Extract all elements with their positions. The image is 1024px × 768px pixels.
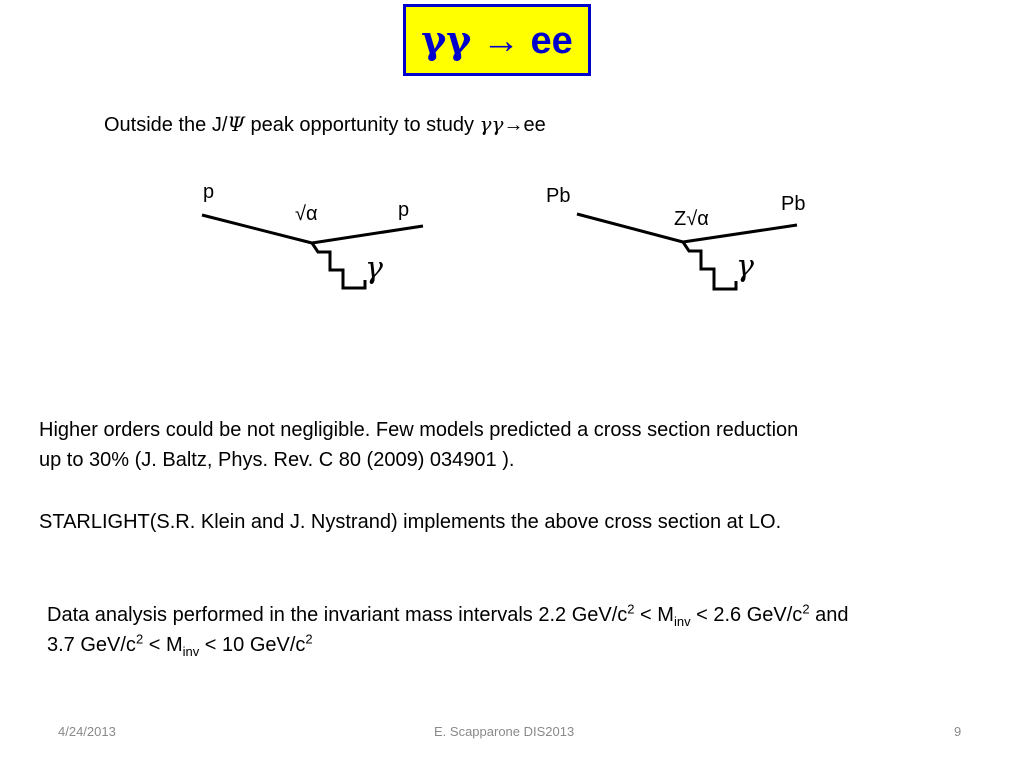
coupling-label: √α (295, 203, 318, 225)
text-segment: < M (143, 634, 183, 656)
label-incoming-pb: Pb (546, 185, 571, 207)
subtitle (104, 111, 546, 138)
subscript: inv (673, 614, 691, 629)
footer-page-number: 9 (954, 724, 962, 739)
paragraph-data-analysis (47, 600, 848, 660)
subtitle-gammas: γγ (479, 112, 504, 136)
text-segment: Data analysis performed in the invariant mass intervals 2.2 GeV/c (47, 604, 628, 626)
label-outgoing-p: p (398, 199, 410, 221)
text-segment: and (809, 604, 849, 626)
label-incoming-p: p (203, 181, 215, 203)
paragraph-line (47, 630, 848, 660)
footer-date: 4/24/2013 (58, 724, 116, 739)
paragraph-line: up to 30% (J. Baltz, Phys. Rev. C 80 (2009) 034901 ). (39, 449, 515, 471)
coupling-label: Z√α (674, 208, 709, 230)
superscript: 2 (802, 601, 810, 617)
subtitle-suffix: ee (523, 114, 546, 136)
slide-title (403, 4, 591, 76)
subtitle-arrow-icon: → (503, 114, 524, 136)
outgoing-proton-line (312, 226, 423, 243)
footer-author: E. Scapparone DIS2013 (434, 724, 575, 739)
subtitle-prefix: Outside the J/ (104, 114, 228, 136)
paragraph-higher-orders (39, 415, 798, 475)
title-arrow-icon: → (481, 20, 520, 62)
photon-label: γ (365, 251, 383, 286)
text-segment: < 10 GeV/c (199, 634, 306, 656)
text-segment: < M (634, 604, 674, 626)
feynman-diagram-pbpb (546, 175, 810, 315)
photon-wavy-line (683, 242, 736, 289)
title-ee: ee (530, 20, 573, 62)
superscript: 2 (135, 631, 144, 647)
title-gamma-gamma: γγ (421, 17, 472, 62)
paragraph-line: Higher orders could be not negligible. Few models predicted a cross section reduction (39, 419, 799, 441)
paragraph-starlight: STARLIGHT(S.R. Klein and J. Nystrand) implements the above cross section at LO. (39, 511, 782, 533)
subtitle-psi: Ψ (227, 112, 245, 136)
superscript: 2 (305, 631, 313, 647)
text-segment: 3.7 GeV/c (47, 634, 136, 656)
label-outgoing-pb: Pb (781, 193, 806, 215)
feynman-diagram-pp (190, 170, 440, 310)
subscript: inv (182, 644, 200, 659)
text-segment: < 2.6 GeV/c (690, 604, 803, 626)
incoming-lead-line (577, 214, 683, 242)
paragraph-line (47, 600, 848, 630)
feynman-diagram-pbpb-svg (546, 175, 810, 315)
photon-wavy-line (312, 243, 365, 288)
photon-label: γ (736, 249, 754, 284)
superscript: 2 (627, 601, 635, 617)
feynman-diagram-pp-svg (190, 170, 440, 310)
subtitle-middle: peak opportunity to study (244, 114, 480, 136)
